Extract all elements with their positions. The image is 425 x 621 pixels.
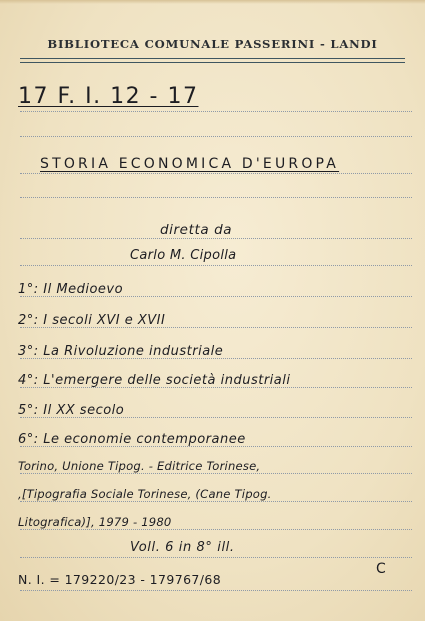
ruled-line	[20, 265, 412, 266]
publisher-line-1: Torino, Unione Tipog. - Editrice Torinese,	[18, 459, 261, 473]
volume-entry-2: 2°: I secoli XVI e XVII	[18, 313, 166, 328]
direction-label: diretta da	[160, 222, 233, 238]
volume-entry-1: 1°: Il Medioevo	[18, 282, 124, 297]
library-header: BIBLIOTECA COMUNALE PASSERINI - LANDI	[47, 37, 378, 51]
ruled-line	[20, 501, 412, 502]
editor-name: Carlo M. Cipolla	[130, 248, 237, 263]
publisher-line-2: ,[Tipografia Sociale Torinese, (Cane Tipog.	[18, 487, 272, 501]
ruled-line	[20, 197, 412, 198]
ruled-line	[20, 173, 412, 174]
ruled-line	[20, 590, 412, 591]
publisher-line-3: Litografica)], 1979 - 1980	[18, 515, 172, 529]
volume-entry-5: 5°: Il XX secolo	[18, 403, 125, 418]
header-rule	[20, 58, 405, 59]
volume-entry-6: 6°: Le economie contemporanee	[18, 432, 246, 447]
volume-entry-4: 4°: L'emergere delle società industriali	[18, 373, 291, 388]
ruled-line	[20, 238, 412, 239]
ruled-line	[20, 557, 412, 558]
volume-entry-3: 3°: La Rivoluzione industriale	[18, 344, 224, 359]
call-number: 17 F. I. 12 - 17	[18, 84, 199, 109]
book-title: STORIA ECONOMICA D'EUROPA	[40, 156, 340, 172]
ruled-line	[20, 136, 412, 137]
ruled-line	[20, 473, 412, 474]
ruled-line	[20, 111, 412, 112]
header-rule-double	[20, 62, 405, 63]
physical-extent: Voll. 6 in 8° ill.	[130, 540, 235, 555]
inventory-number: N. I. = 179220/23 - 179767/68	[18, 572, 222, 587]
card-mark: C	[376, 561, 386, 577]
ruled-line	[20, 529, 412, 530]
